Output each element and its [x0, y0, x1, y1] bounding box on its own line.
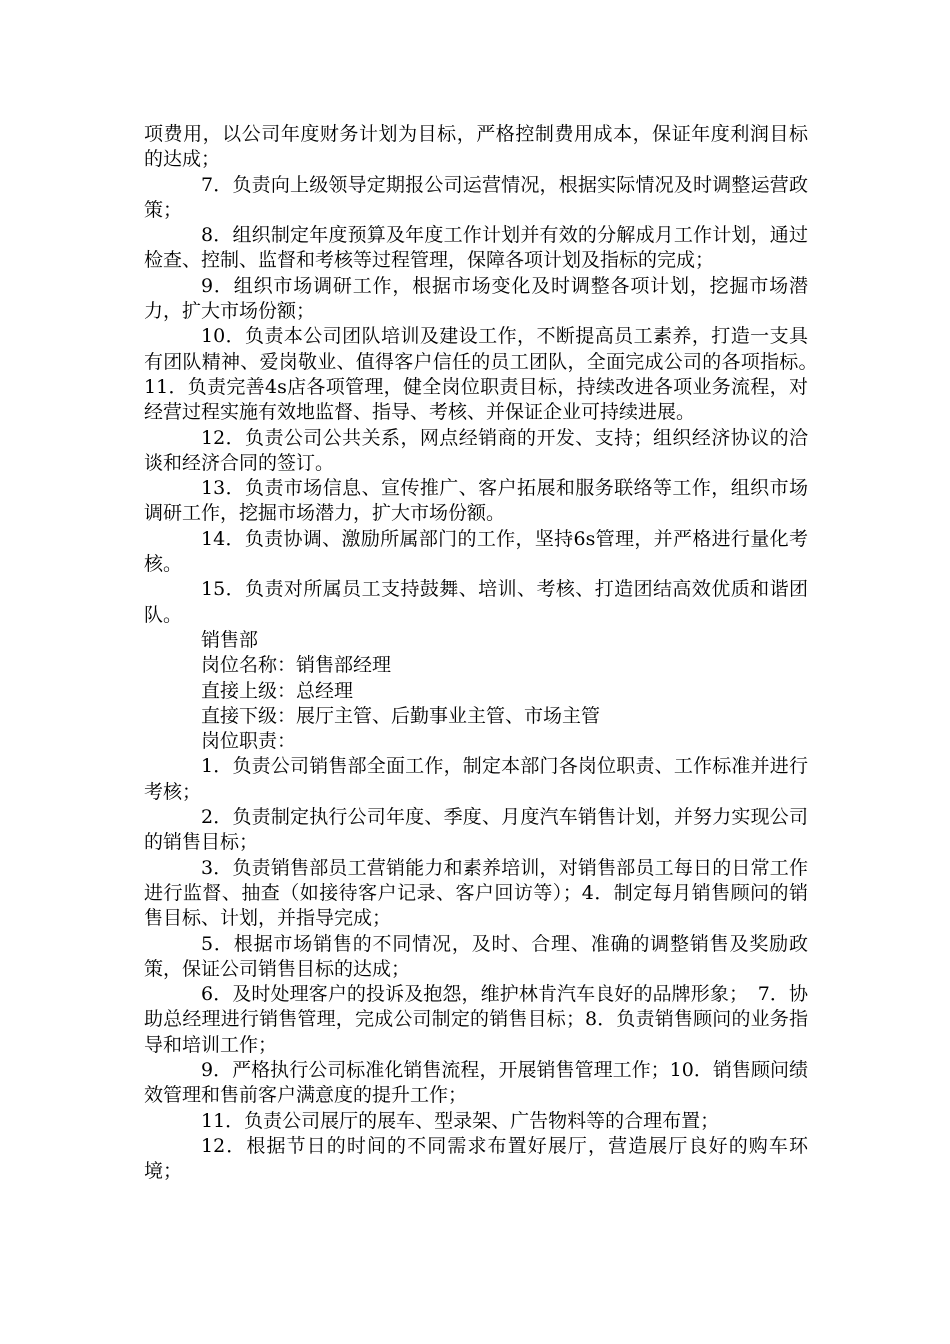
paragraph-item-8: 8．组织制定年度预算及年度工作计划并有效的分解成月工作计划，通过检查、控制、监督和考核等过程管理，保障各项计划及指标的完成； — [144, 224, 808, 272]
duty-item-11: 11．负责公司展厅的展车、型录架、广告物料等的合理布置； — [201, 1109, 720, 1132]
duty-item-2: 2．负责制定执行公司年度、季度、月度汽车销售计划，并努力实现公司的销售目标； — [144, 806, 808, 854]
paragraph-item-12: 12．负责公司公共关系，网点经销商的开发、支持；组织经济协议的洽谈和经济合同的签订。 — [144, 426, 808, 474]
paragraph-item-14: 14．负责协调、激励所属部门的工作，坚持6s管理，并严格进行量化考核。 — [144, 527, 808, 576]
position-name: 岗位名称：销售部经理 — [201, 654, 392, 677]
direct-subordinates: 直接下级：展厅主管、后勤事业主管、市场主管 — [201, 704, 601, 727]
paragraph-item-7: 7．负责向上级领导定期报公司运营情况，根据实际情况及时调整运营政策； — [144, 173, 808, 221]
duty-item-6-8: 6．及时处理客户的投诉及抱怨，维护林肯汽车良好的品牌形象； 7．协助总经理进行销售管理，完成公司制定的销售目标；8．负责销售顾问的业务指导和培训工作； — [144, 983, 808, 1056]
paragraph-item-13: 13．负责市场信息、宣传推广、客户拓展和服务联络等工作，组织市场调研工作，挖掘市场潜力，扩大市场份额。 — [144, 477, 808, 525]
duties-heading: 岗位职责： — [201, 730, 297, 753]
direct-superior: 直接上级：总经理 — [201, 679, 354, 702]
paragraph-fee-control: 项费用，以公司年度财务计划为目标，严格控制费用成本，保证年度利润目标的达成； — [144, 123, 808, 171]
paragraph-item-10-11: 10．负责本公司团队培训及建设工作，不断提高员工素养，打造一支具有团队精神、爱岗敬业、值得客户信任的员工团队，全面完成公司的各项指标。 11．负责完善4s店各项管理，健全岗位职责目标，持续改进各项业务流程，对经营过程实施有效地监督、指导、考核、并保证企业可持续进展。 — [144, 325, 828, 424]
duty-item-3-4: 3．负责销售部员工营销能力和素养培训，对销售部员工每日的日常工作进行监督、抽查（如接待客户记录、客户回访等）；4．制定每月销售顾问的销售目标、计划，并指导完成； — [144, 856, 808, 930]
duty-item-12: 12．根据节日的时间的不同需求布置好展厅，营造展厅良好的购车环境； — [144, 1134, 808, 1183]
section-heading-sales: 销售部 — [201, 628, 259, 651]
paragraph-item-9: 9．组织市场调研工作，根据市场变化及时调整各项计划，挖掘市场潜力，扩大市场份额； — [144, 274, 808, 323]
duty-item-5: 5．根据市场销售的不同情况，及时、合理、准确的调整销售及奖励政策，保证公司销售目标的达成； — [144, 932, 808, 980]
document-page — [144, 122, 828, 1184]
paragraph-item-15: 15．负责对所属员工支持鼓舞、培训、考核、打造团结高效优质和谐团队。 — [144, 578, 808, 626]
duty-item-1: 1．负责公司销售部全面工作，制定本部门各岗位职责、工作标准并进行考核； — [144, 755, 808, 803]
duty-item-9-10: 9．严格执行公司标准化销售流程，开展销售管理工作；10．销售顾问绩效管理和售前客户满意度的提升工作； — [144, 1058, 808, 1107]
